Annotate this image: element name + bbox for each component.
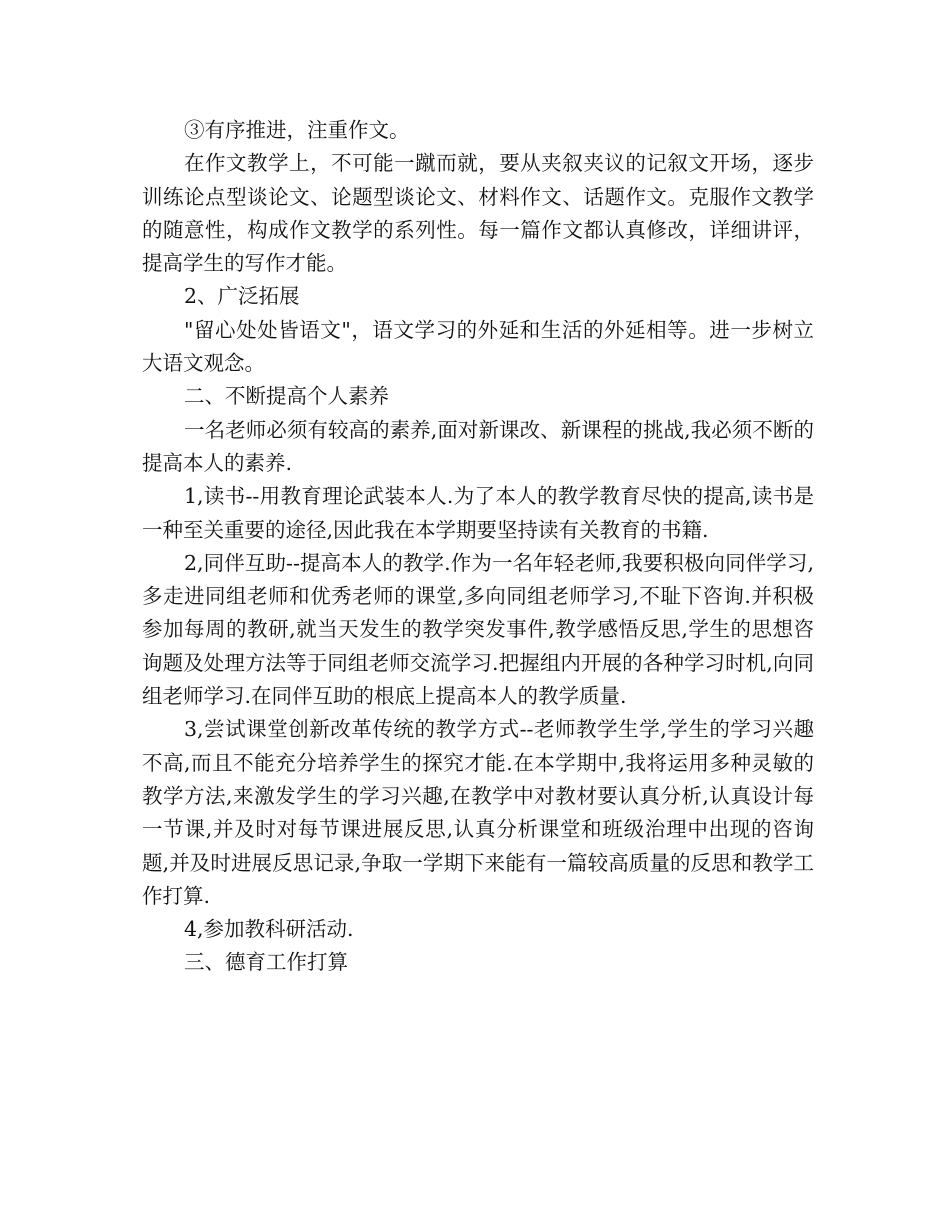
paragraph-writing-teaching: 在作文教学上，不可能一蹴而就，要从夹叙夹议的记叙文开场，逐步训练论点型谈论文、论题型谈论文、材料作文、话题作文。克服作文教学的随意性，构成作文教学的系列性。每一篇作文都认真修改，详细讲评，提高学生的写作才能。 (142, 151, 814, 276)
paragraph-peer-mutual-help: 2,同伴互助--提高本人的教学.作为一名年轻老师,我要积极向同伴学习,多走进同组老师和优秀老师的课堂,多向同组老师学习,不耻下咨询.并积极参加每周的教研,就当天发生的教学突发事件,教学感悟反思,学生的思想咨询题及处理方法等于同组老师交流学习.把握组内开展的各种学习时机,向同组老师学习.在同伴互助的根底上提高本人的教学质量. (142, 550, 814, 709)
paragraph-heading-orderly-writing: ③有序推进，注重作文。 (184, 118, 410, 142)
paragraph-classroom-innovation: 3,尝试课堂创新改革传统的教学方式--老师教学生学,学生的学习兴趣不高,而且不能充分培养学生的探究才能.在本学期中,我将运用多种灵敏的教学方法,来激发学生的学习兴趣,在教学中对教材要认真分析,认真设计每一节课,并及时对每节课进展反思,认真分析课堂和班级治理中出现的咨询题,并及时进展反思记录,争取一学期下来能有一篇较高质量的反思和教学工作打算. (142, 717, 814, 908)
section-heading-personal-quality: 二、不断提高个人素养 (184, 384, 389, 409)
paragraph-teacher-quality: 一名老师必须有较高的素养,面对新课改、新课程的挑战,我必须不断的提高本人的素养. (142, 417, 814, 475)
document-body (142, 114, 814, 980)
paragraph-heading-broad-expansion: 2、广泛拓展 (184, 284, 300, 309)
paragraph-chinese-everywhere: "留心处处皆语文"，语文学习的外延和生活的外延相等。进一步树立大语文观念。 (142, 317, 814, 376)
paragraph-reading: 1,读书--用教育理论武装本人.为了本人的教学教育尽快的提高,读书是一种至关重要的途径,因此我在本学期要坚持读有关教育的书籍. (142, 484, 814, 542)
paragraph-research-activities: 4,参加教科研活动. (184, 917, 354, 942)
section-heading-moral-education-plan: 三、德育工作打算 (184, 950, 348, 975)
